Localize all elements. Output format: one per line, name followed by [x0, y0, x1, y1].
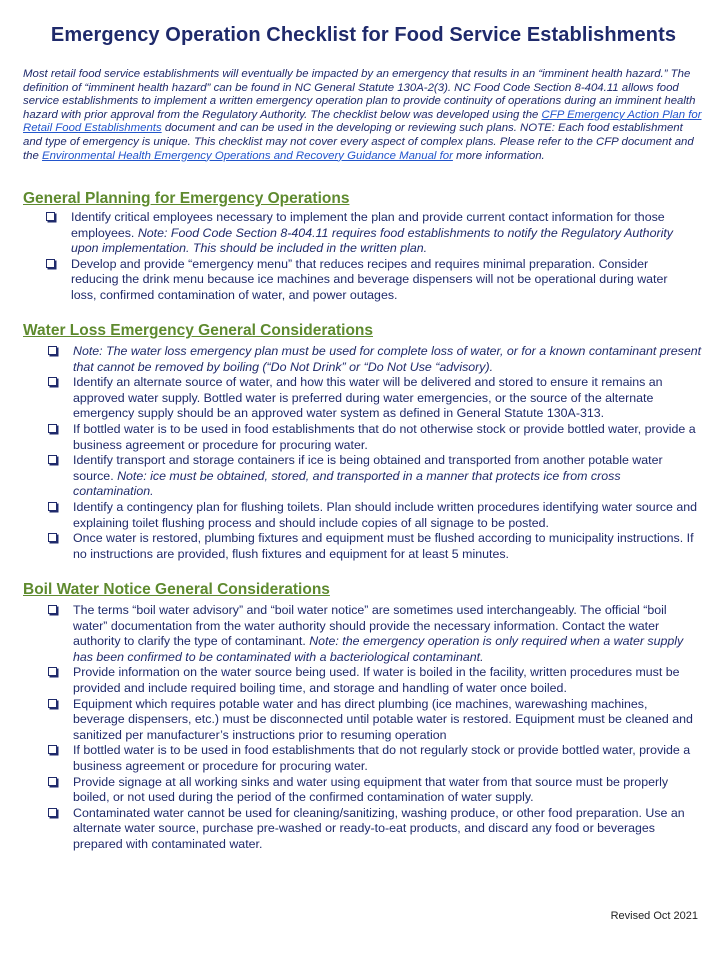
checkbox-icon[interactable] [48, 346, 57, 355]
checkbox-icon[interactable] [48, 502, 57, 511]
checklist-item: Develop and provide “emergency menu” that reduces recipes and requires minimal preparation. Consider reducing the drink menu because ice machines and beverage dispensers will not be operational during water loss, confirmed contamination of water, and power outages. [45, 257, 695, 304]
checkbox-icon[interactable] [48, 777, 57, 786]
checklist-item: Identify critical employees necessary to implement the plan and provide current contact information for those employees. Note: Food Code Section 8-404.11 requires food establishments to notify the Regulatory Authority upon implementation. This should be included in the written plan. [45, 210, 695, 257]
checklist-item: Identify transport and storage containers if ice is being obtained and transported from another potable water source. Note: ice must be obtained, stored, and transported in a manner that protects ice from cross contamination. [47, 453, 702, 500]
section-heading-water-loss: Water Loss Emergency General Considerations [23, 322, 374, 339]
checkbox-icon[interactable] [48, 745, 57, 754]
checkbox-icon[interactable] [48, 377, 57, 386]
checklist-general-planning [45, 210, 695, 304]
checkbox-icon[interactable] [46, 212, 55, 221]
checklist-item: Contaminated water cannot be used for cleaning/sanitizing, washing produce, or other food preparation. Use an alternate water source, purchase pre-washed or ready-to-eat products, and discard any food or beverages prepared with contaminated water. [47, 806, 697, 853]
checklist-item: Identify an alternate source of water, and how this water will be delivered and stored to ensure it remains an approved water supply. Bottled water is preferred during water emergencies, or the source of the alternate emergency supply should be an approved water system as defined in General Statute 130A-313. [47, 375, 702, 422]
checklist-item: Provide information on the water source being used. If water is boiled in the facility, written procedures must be provided and include required boiling time, and storage and handling of water once boiled. [47, 665, 697, 696]
checklist-water-loss [47, 344, 702, 562]
checklist-item: Provide signage at all working sinks and water using equipment that water from that source must be properly boiled, or not used during the period of the confirmed contamination of water supply. [47, 775, 697, 806]
checklist-item: Equipment which requires potable water and has direct plumbing (ice machines, warewashing machines, beverage dispensers, etc.) must be disconnected until potable water is restored. Equipment must be cleaned and sanitized per manufacturer’s instructions prior to resuming operation [47, 697, 697, 744]
checklist-item: The terms “boil water advisory” and “boil water notice” are sometimes used interchangeably. The official “boil water” documentation from the water authority should provide the necessary information. Contact the water authority to clarify the type of contaminant. Note: the emergency operation is only required when a water supply has been confirmed to be contaminated with a bacteriological contaminant. [47, 603, 697, 665]
checklist-boil-water [47, 603, 697, 853]
checkbox-icon[interactable] [48, 699, 57, 708]
checkbox-icon[interactable] [48, 808, 57, 817]
revision-date: Revised Oct 2021 [610, 910, 698, 922]
eh-manual-link[interactable]: Environmental Health Emergency Operations and Recovery Guidance Manual for [42, 149, 453, 162]
section-heading-general-planning: General Planning for Emergency Operations [23, 190, 350, 207]
cfp-plan-link[interactable]: CFP Emergency Action Plan for Retail Food Establishments [23, 108, 702, 135]
checkbox-icon[interactable] [48, 605, 57, 614]
checkbox-icon[interactable] [46, 259, 55, 268]
checklist-item: If bottled water is to be used in food establishments that do not regularly stock or provide bottled water, provide a business agreement or procedure for procuring water. [47, 743, 697, 774]
checklist-item: Once water is restored, plumbing fixtures and equipment must be flushed according to municipality instructions. If no instructions are provided, flush fixtures and equipment for at least 5 minutes. [47, 531, 702, 562]
intro-text-2: document and can be used in the developing or reviewing such plans. NOTE: Each food establishment and type of emergency is unique. This checklist may not cover every aspect of complex plans. Please refer to the CFP document and the [23, 122, 694, 162]
checklist-item: Identify a contingency plan for flushing toilets. Plan should include written procedures identifying water source and explaining toilet flushing process and should include copies of all signage to be posted. [47, 500, 702, 531]
intro-text-1: Most retail food service establishments will eventually be impacted by an emergency that results in an “imminent health hazard.” The definition of “imminent health hazard” can be found in NC General Statute 130A-2(3). NC Food Code Section 8-404.11 allows food service establishments to implement a written emergency operation plan to provide continuity of operations during an imminent health hazard with prior approval from the Regulatory Authority. The checklist below was developed using the [23, 68, 696, 121]
intro-text-3: more information. [452, 149, 545, 162]
section-heading-boil-water: Boil Water Notice General Considerations [23, 581, 330, 598]
checkbox-icon[interactable] [48, 667, 57, 676]
page-title: Emergency Operation Checklist for Food Service Establishments [50, 24, 677, 46]
checklist-item: Note: The water loss emergency plan must be used for complete loss of water, or for a known contaminant present that cannot be removed by boiling (“Do Not Drink” or “Do Not Use “advisory). [47, 344, 702, 375]
checkbox-icon[interactable] [48, 455, 57, 464]
checkbox-icon[interactable] [48, 533, 57, 542]
checkbox-icon[interactable] [48, 424, 57, 433]
intro-paragraph [23, 68, 703, 163]
checklist-item: If bottled water is to be used in food establishments that do not otherwise stock or provide bottled water, provide a business agreement or procedure for procuring water. [47, 422, 702, 453]
